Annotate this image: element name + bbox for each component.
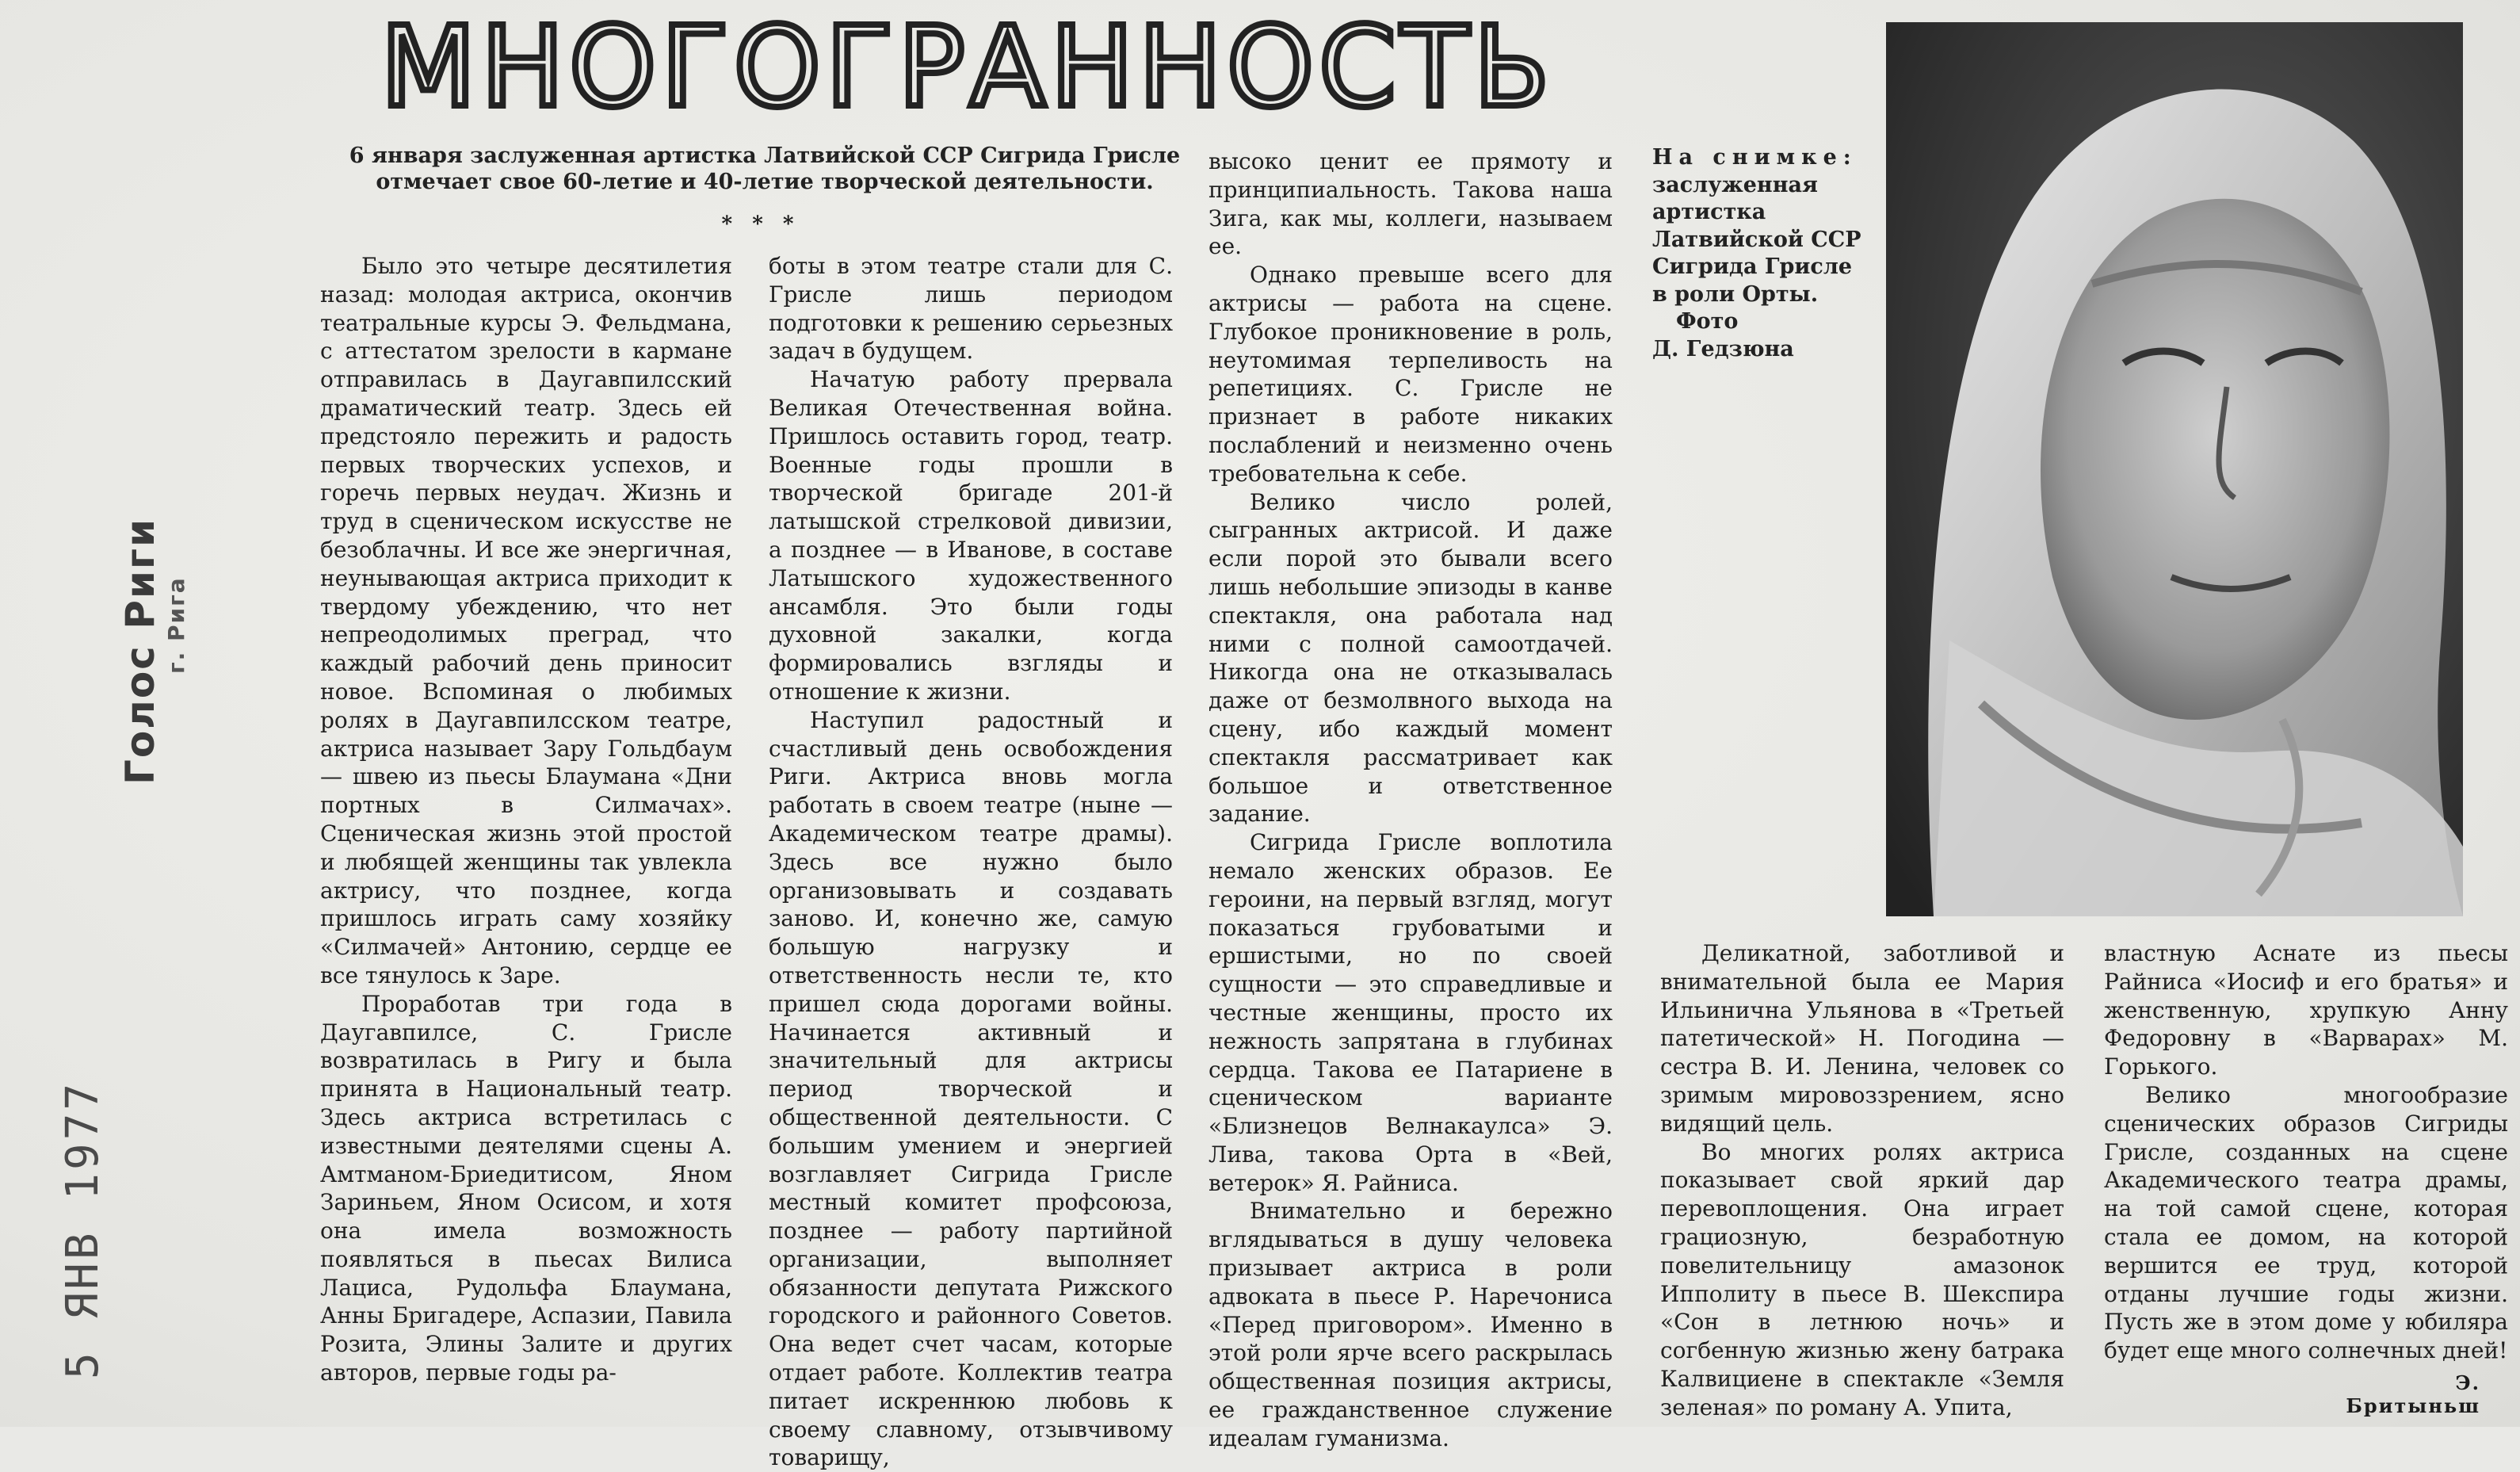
photo-caption (1652, 144, 1866, 363)
date-stamp: 5 ЯНВ 1977 (57, 1080, 109, 1379)
paragraph: высоко ценит ее прямоту и принципиальность. Такова наша Зига, как мы, коллеги, называем ее. (1208, 148, 1613, 260)
article-column-3 (1208, 147, 1613, 1453)
paragraph: Сигрида Грисле воплотила немало женских образов. Ее героини, на первый взгляд, могут показаться грубоватыми и ершистыми, но по своей сущности — это справедливые и честные женщины, просто их нежность запрятана в глубинах сердца. Такова ее Патариене в сценическом варианте «Близнецов Велнакаулса» Э. Лива, такова Орта в «Вей, ветерок» Я. Райниса. (1208, 829, 1613, 1196)
paragraph: властную Аснате из пьесы Райниса «Иосиф и его братья» и женственную, хрупкую Анну Федоровну в «Варварах» М. Горького. (2104, 940, 2508, 1080)
article-lead: 6 января заслуженная артистка Латвийской ССР Сигрида Грисле отмечает свое 60-летие и 40-летие творческой деятельности. (349, 143, 1181, 194)
article-headline: МНОГОГРАННОСТЬ (380, 3, 1555, 132)
caption-lead: На снимке: (1652, 145, 1858, 170)
paragraph: Велико многообразие сценических образов Сигриды Грисле, созданных на сцене Академического театра драмы, на той самой сцене, которая стала ее домом, на которой вершится ее труд, которой отданы лучшие годы жизни. Пусть же в этом доме у юбиляра будет еще много солнечных дней! (2104, 1081, 2508, 1364)
paragraph: Однако превыше всего для актрисы — работа на сцене. Глубокое проникновение в роль, неутомимая терпеливость на репетициях. С. Грисле не признает в работе никаких послаблений и неизменно очень требовательна к себе. (1208, 262, 1613, 487)
photo-credit: Фото (1676, 309, 1739, 334)
portrait-photo (1886, 22, 2463, 916)
paragraph: Во многих ролях актриса показывает свой яркий дар перевоплощения. Она играет грациозную, безработную повелительницу амазонок Ипполиту в пьесе В. Шекспира «Сон в летнюю ночь» и согбенную жизнью жену батрака Калвициене в спектакле «Земля зеленая» по роману А. Упита, (1660, 1138, 2064, 1420)
paragraph: Начатую работу прервала Великая Отечественная война. Пришлось оставить город, театр. Военные годы прошли в творческой бригаде 201-й латышской стрелковой дивизии, а позднее — в Иванове, в составе Латышского художественного ансамбля. Это были годы духовной закалки, когда формировались взгляды и отношение к жизни. (769, 366, 1173, 705)
paragraph: Деликатной, заботливой и внимательной была ее Мария Ильинична Ульянова в «Третьей патетической» Н. Погодина — сестра В. И. Ленина, человек со зримым мировоззрением, ясно видящий цель. (1660, 940, 2064, 1137)
section-separator: * * * (721, 212, 800, 236)
city-stamp: г. Рига (163, 576, 189, 674)
paragraph: боты в этом театре стали для С. Грисле лишь периодом подготовки к решению серьезных задач в будущем. (769, 253, 1173, 365)
paragraph: Было это четыре десятилетия назад: молодая актриса, окончив театральные курсы Э. Фельдмана, с аттестатом зрелости в кармане отправилась в Даугавпилсский драматический театр. Здесь ей предстояло пережить и радость первых творческих успехов, и горечь первых неудач. Жизнь и труд в сценическом искусстве не безоблачны. И все же энергичная, неунывающая актриса приходит к твердому убеждению, что нет непреодолимых преград, что каждый рабочий день приносит новое. Вспоминая о любимых ролях в Даугавпилсском театре, актриса называет Зару Гольдбаум — швею из пьесы Блаумана «Дни портных в Силмачах». Сценическая жизнь этой простой и любящей женщины так увлекла актрису, что позднее, когда пришлось играть саму хозяйку «Силмачей» Антонию, сердце ее все тянулось к Заре. (320, 253, 732, 988)
article-column-1 (320, 252, 732, 1387)
author-signature: Э. Бритыньш (2346, 1371, 2480, 1417)
paragraph: Наступил радостный и счастливый день освобождения Риги. Актриса вновь могла работать в своем театре (ныне — Академическом театре драмы). Здесь все нужно было организовывать и создавать заново. И, конечно же, самую большую нагрузку и ответственность несли те, кто пришел сюда дорогами войны. Начинается активный и значительный для актрисы период творческой и общественной деятельности. С большим умением и энергией возглавляет Сигрида Грисле местный комитет профсоюза, позднее — работу партийной организации, выполняет обязанности депутата Рижского городского и районного Советов. Она ведет счет часам, которые отдает работе. Коллектив театра питает искреннюю любовь к своему славному, отзывчивому товарищу, (769, 706, 1173, 1471)
article-column-2 (769, 252, 1173, 1472)
paragraph: Внимательно и бережно вглядываться в душу человека призывает актриса в роли адвоката в пьесе Р. Наречониса «Перед приговором». Именно в этой роли ярче всего раскрылась общественная позиция актрисы, ее гражданственное служение идеалам гуманизма. (1208, 1198, 1613, 1451)
article-column-4 (1660, 939, 2064, 1422)
photo-credit-name: Д. Гедзюна (1652, 336, 1794, 361)
portrait-photo-image (1886, 22, 2463, 916)
paragraph: Велико число ролей, сыгранных актрисой. И даже если порой это бывали всего лишь небольшие эпизоды в канве спектакля, она работала над ними с полной самоотдачей. Никогда она не отказывалась даже от безмолвного выхода на сцену, ибо каждый момент спектакля рассматривает как большое и ответственное задание. (1208, 488, 1613, 828)
article-column-5 (2104, 939, 2508, 1365)
caption-body: заслуженная артистка Латвийской ССР Сигрида Грисле в роли Орты. (1652, 172, 1861, 307)
newspaper-name-stamp: Голос Риги (117, 517, 163, 785)
paragraph: Проработав три года в Даугавпилсе, С. Грисле возвратилась в Ригу и была принята в Национальный театр. Здесь актриса встретилась с известными деятелями сцены А. Амтманом-Бриедитисом, Яном Зариньем, Яном Осисом, и хотя она имела возможность появляться в пьесах Вилиса Лациса, Рудольфа Блаумана, Анны Бригадере, Аспазии, Павила Розита, Элины Залите и других авторов, первые годы ра- (320, 990, 732, 1386)
